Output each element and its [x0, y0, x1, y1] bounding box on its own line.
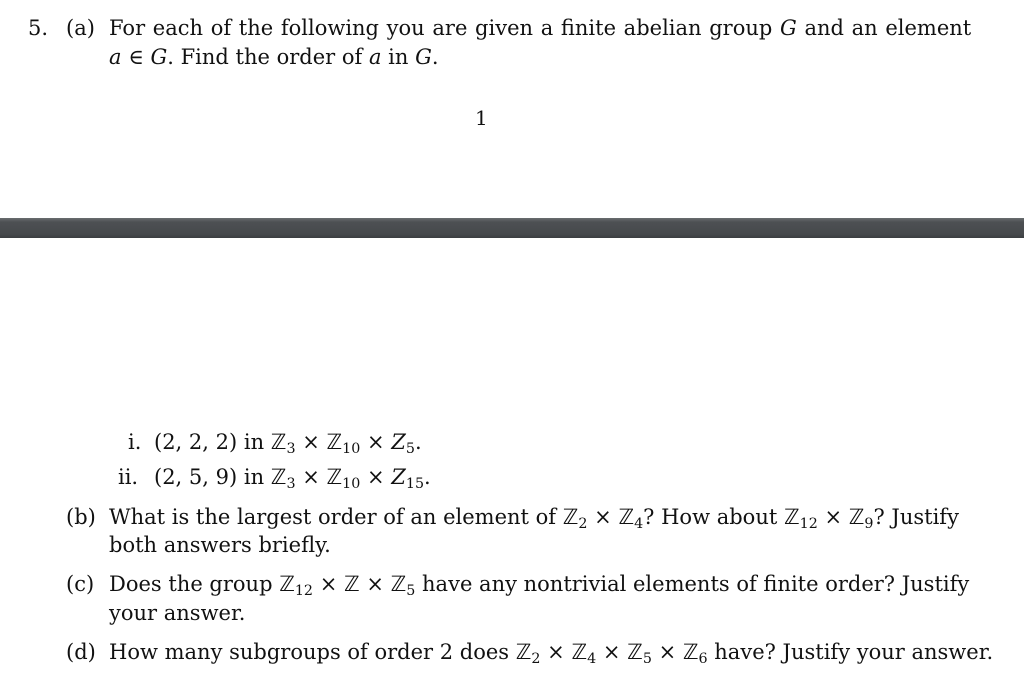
- subscript: 10: [342, 440, 361, 457]
- times-symbol: ×: [594, 505, 612, 529]
- times-symbol: ×: [366, 572, 384, 596]
- part-c-label: (c): [66, 572, 95, 596]
- subscript: 6: [698, 650, 708, 667]
- integers-symbol: ℤ: [344, 572, 360, 596]
- var-a: a: [109, 45, 122, 69]
- part-c-text: Does the group: [109, 572, 273, 596]
- times-symbol: ×: [602, 640, 621, 664]
- element-of-symbol: ∈: [128, 45, 144, 69]
- part-d-text: How many subgroups of order 2 does: [109, 640, 510, 664]
- subscript: 12: [294, 582, 314, 599]
- var-g: G: [150, 45, 168, 69]
- item-label: ii.: [118, 465, 139, 489]
- subscript: 10: [342, 475, 361, 492]
- times-symbol: ×: [547, 640, 565, 664]
- integers-symbol: ℤ: [848, 505, 865, 529]
- integers-symbol: ℤ: [270, 465, 287, 489]
- integers-symbol: ℤ: [270, 430, 287, 454]
- integers-symbol: ℤ: [783, 505, 800, 529]
- subscript: 12: [799, 515, 818, 532]
- item-text: .: [424, 465, 431, 489]
- part-d-text: have? Justify your answer.: [714, 640, 994, 664]
- part-a-label: (a): [66, 16, 95, 40]
- tuple: (2, 5, 9): [154, 465, 238, 489]
- integers-symbol: ℤ: [279, 572, 295, 596]
- var-a: a: [368, 45, 382, 69]
- integers-symbol: ℤ: [562, 505, 579, 529]
- subscript: 2: [531, 650, 541, 667]
- subscript: 5: [405, 440, 415, 457]
- page-number: 1: [475, 106, 488, 130]
- subscript: 3: [286, 440, 296, 457]
- part-b-label: (b): [66, 505, 96, 529]
- problem-number: 5.: [28, 16, 49, 40]
- part-a-text: For each of the following you are given a finite abelian group: [109, 16, 773, 40]
- page-break-divider: [0, 218, 1024, 238]
- times-symbol: ×: [302, 430, 320, 454]
- item-ii-expression: [154, 463, 431, 491]
- part-c-line1: [109, 570, 969, 598]
- subscript: 5: [406, 582, 416, 599]
- times-symbol: ×: [302, 465, 320, 489]
- times-symbol: ×: [366, 465, 385, 489]
- var-g: G: [780, 16, 797, 40]
- subscript: 2: [578, 515, 588, 532]
- part-a-line1: [109, 14, 971, 42]
- item-text: .: [414, 430, 422, 454]
- subscript: 5: [642, 650, 652, 667]
- part-a-text: . Find the order of: [167, 45, 363, 69]
- integers-symbol: ℤ: [627, 640, 643, 664]
- integers-symbol: ℤ: [326, 430, 343, 454]
- part-d-label: (d): [66, 640, 96, 664]
- tuple: (2, 2, 2): [154, 430, 238, 454]
- integers-symbol: ℤ: [618, 505, 635, 529]
- item-text: in: [243, 430, 265, 454]
- part-b-line2: both answers briefly.: [109, 533, 331, 557]
- integers-symbol: ℤ: [571, 640, 588, 664]
- item-label: i.: [128, 430, 142, 454]
- subscript: 9: [864, 515, 874, 532]
- item-text: in: [243, 465, 265, 489]
- subscript: 15: [405, 475, 425, 492]
- times-symbol: ×: [319, 572, 338, 596]
- subscript: 3: [286, 475, 296, 492]
- integers-symbol: ℤ: [390, 572, 407, 596]
- integers-symbol: ℤ: [326, 465, 343, 489]
- italic-z-symbol: Z: [391, 430, 406, 454]
- part-b-line1: [109, 503, 959, 531]
- part-a-text: .: [431, 45, 439, 69]
- var-g: G: [415, 45, 432, 69]
- part-a-line2: [109, 43, 439, 71]
- part-c-line2: your answer.: [109, 601, 246, 625]
- part-a-text: and an element: [804, 16, 972, 40]
- part-d-line1: [109, 638, 993, 666]
- part-b-text: What is the largest order of an element of: [109, 505, 557, 529]
- part-b-text: ? How about: [643, 505, 778, 529]
- integers-symbol: ℤ: [515, 640, 532, 664]
- part-a-text: in: [388, 45, 409, 69]
- part-c-text: have any nontrivial elements of finite order? Justify: [422, 572, 970, 596]
- item-i-expression: [154, 428, 422, 456]
- times-symbol: ×: [824, 505, 843, 529]
- times-symbol: ×: [658, 640, 677, 664]
- integers-symbol: ℤ: [682, 640, 699, 664]
- subscript: 4: [587, 650, 597, 667]
- part-b-text: ? Justify: [873, 505, 959, 529]
- subscript: 4: [634, 515, 644, 532]
- italic-z-symbol: Z: [391, 465, 406, 489]
- times-symbol: ×: [366, 430, 385, 454]
